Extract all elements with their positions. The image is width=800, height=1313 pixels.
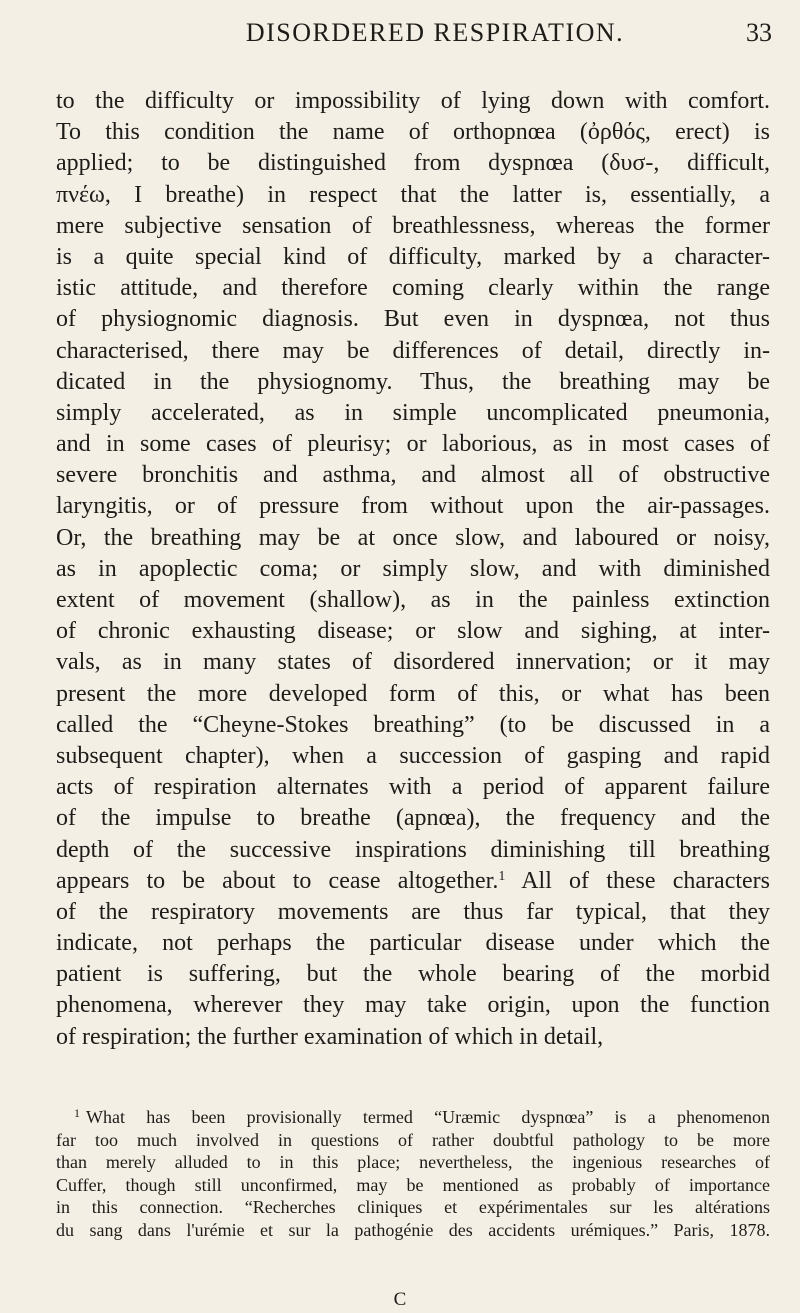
footnote-text: What has been provisionally termed “Uræmic dyspnœa” is a phenomenon: [86, 1107, 770, 1127]
text-line: called the “Cheyne-Stokes breathing” (to be discussed in a: [56, 711, 770, 738]
footnote-line: far too much involved in questions of rather doubtful pathology to be more: [56, 1129, 770, 1150]
text-line: is a quite special kind of difficulty, marked by a character-: [56, 243, 770, 270]
footnote-line: in this connection. “Recherches cliniques et expérimentales sur les altérations: [56, 1197, 770, 1218]
text-line: patient is suffering, but the whole bearing of the morbid: [56, 961, 770, 988]
text-line: to the difficulty or impossibility of lying down with comfort.: [56, 88, 770, 114]
text-line: acts of respiration alternates with a period of apparent failure: [56, 774, 770, 801]
text-line: extent of movement (shallow), as in the painless extinction: [56, 587, 770, 613]
text-line: and in some cases of pleurisy; or laborious, as in most cases of: [56, 431, 770, 458]
footnote-line: than merely alluded to in this place; nevertheless, the ingenious researches of: [56, 1152, 770, 1173]
text-line: characterised, there may be differences of detail, directly in-: [56, 337, 770, 364]
text-line: vals, as in many states of disordered innervation; or it may: [56, 649, 770, 676]
footnote-line: du sang dans l'urémie et sur la pathogénie des accidents urémiques.” Paris, 1878.: [56, 1219, 770, 1240]
text-line: Or, the breathing may be at once slow, and laboured or noisy,: [56, 524, 770, 551]
footnote-line: Cuffer, though still unconfirmed, may be mentioned as probably of importance: [56, 1174, 770, 1195]
text-line: πνέω, I breathe) in respect that the latter is, essentially, a: [56, 181, 770, 208]
text-segment: appears to be about to cease altogether.: [56, 867, 499, 894]
text-line-with-footnote: [56, 866, 770, 897]
footnote-line: [56, 1106, 770, 1129]
text-line: present the more developed form of this, or what has been: [56, 680, 770, 707]
text-segment: All of these characters: [505, 867, 770, 894]
text-line: subsequent chapter), when a succession of gasping and rapid: [56, 742, 770, 769]
body-text: [56, 86, 770, 1053]
signature-mark: C: [393, 1289, 407, 1310]
text-line: severe bronchitis and asthma, and almost all of obstructive: [56, 462, 770, 489]
text-line: laryngitis, or of pressure from without upon the air-passages.: [56, 493, 770, 520]
text-line: simply accelerated, as in simple uncomplicated pneumonia,: [56, 399, 770, 426]
text-line: of chronic exhausting disease; or slow and sighing, at inter-: [56, 618, 770, 645]
running-head: DISORDERED RESPIRATION.: [245, 18, 625, 47]
text-line: of physiognomic diagnosis. But even in dyspnœa, not thus: [56, 306, 770, 333]
text-line: mere subjective sensation of breathlessness, whereas the former: [56, 212, 770, 239]
footnote-marker: 1: [74, 1106, 80, 1120]
text-line: applied; to be distinguished from dyspnœa (δυσ-, difficult,: [56, 150, 770, 177]
page-number: 33: [746, 18, 772, 47]
text-line: dicated in the physiognomy. Thus, the breathing may be: [56, 368, 770, 395]
text-line: as in apoplectic coma; or simply slow, and with diminished: [56, 555, 770, 582]
text-line: of the impulse to breathe (apnœa), the frequency and the: [56, 805, 770, 832]
text-line: indicate, not perhaps the particular disease under which the: [56, 930, 770, 957]
page-header: [98, 16, 772, 60]
text-line: istic attitude, and therefore coming clearly within the range: [56, 275, 770, 302]
text-line: of respiration; the further examination of which in detail,: [56, 1023, 604, 1050]
text-line: phenomena, wherever they may take origin, upon the function: [56, 992, 770, 1019]
text-line: of the respiratory movements are thus far typical, that they: [56, 898, 770, 925]
text-line: To this condition the name of orthopnœa (ὀρθός, erect) is: [56, 119, 770, 146]
footnote: [56, 1106, 770, 1242]
text-line: depth of the successive inspirations diminishing till breathing: [56, 836, 770, 863]
footnote-reference[interactable]: 1: [498, 868, 506, 884]
